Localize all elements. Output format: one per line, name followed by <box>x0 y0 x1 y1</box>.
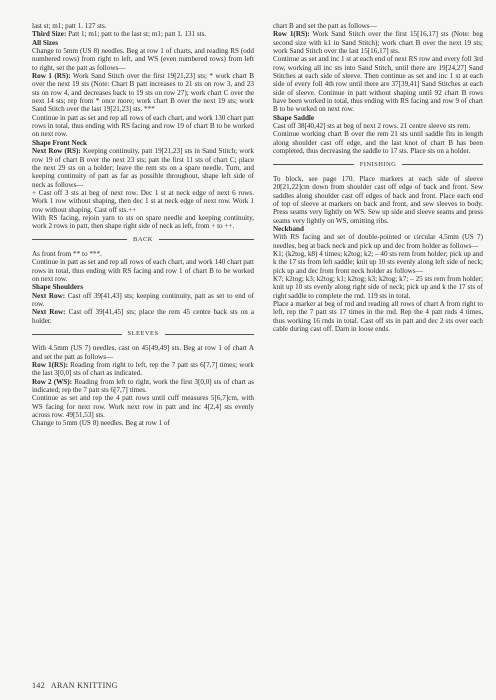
paragraph <box>32 147 254 189</box>
row-text: Work Sand Stitch over the first 19[21,23] sts; * work chart B over the next 19 sts (Note: Chart B patt increases to 21 sts on row 3, and 23 sts on row 4, and decreases back to 19 sts on row 27); work chart C over the next 14 sts; rep from * once more; work chart B over the next 19 sts; work Sand Stitch over the last 19[21,23] sts. *** <box>32 72 254 114</box>
paragraph: Continue working chart B over the rem 21 sts until saddle fits in length along shoulder cast off edge, and the last knot of chart B has been completed, thus decreasing the saddle to 17 sts. Place sts on a holder. <box>273 130 483 156</box>
row-label: Next Row: <box>32 291 66 300</box>
paragraph: With RS facing, rejoin yarn to sts on spare needle and keeping continuity, work 2 rows in patt, then shape right side of neck as left, from + to ++. <box>32 213 254 231</box>
divider <box>159 239 254 240</box>
subheading-all-sizes: All Sizes <box>32 38 58 47</box>
paragraph: Continue in patt as set and rep all rows of each chart, and work 130 chart patt rows in total, thus ending with RS facing and row 19 of chart B to be worked on next row. <box>32 113 254 139</box>
row-label: Row 2 (WS): <box>32 377 73 386</box>
size-label: Third Size: <box>32 30 67 39</box>
right-column <box>273 22 483 333</box>
divider <box>273 164 354 165</box>
paragraph: To block, see page 170. Place markers at each side of sleeve 20[21,22]cm down from shoulder cast off edge of back and front. Sew saddles along shoulder cast off edges of back and front. Place each end of top of sleeve at markers on back and front, and sew sleeves to body. Press seams very lightly on WS. Sew up side and sleeve seams and press seams very lightly on WS, omitting ribs. <box>273 174 483 225</box>
paragraph: Continue as set and inc 1 st at each end of next RS row and every foll 3rd row, working all inc sts into Sand Stitch, until there are 19[24,27] Sand Stitches at each side of sleeve. Then continue as set and inc 1 st at each side of every foll 4th row until there are 37[39,41] Sand Stitches at each side of sleeve. Continue in patt without shaping until 92 chart B rows have been worked in total, thus ending with RS facing and row 9 of chart B to be worked on next row. <box>273 55 484 114</box>
row-text: Cast off 39[41,43] sts; keeping continuity, patt as set to end of row. <box>32 291 254 308</box>
paragraph: + Cast off 3 sts at beg of next row. Dec 1 st at neck edge of next 6 rows. Work 1 row without shaping, then dec 1 st at neck edge of next row. Work 1 row without shaping. Cast off sts.++ <box>32 188 254 214</box>
row-label: Row 1 (RS): <box>32 72 71 81</box>
section-heading-sleeves <box>32 330 254 338</box>
divider <box>32 239 127 240</box>
row-label: Row 1(RS): <box>32 361 68 370</box>
section-title: SLEEVES <box>127 330 159 338</box>
section-heading-finishing <box>273 161 483 169</box>
paragraph: Cast off 38[40,42] sts at beg of next 2 rows. 21 centre sleeve sts rem. <box>273 122 471 131</box>
paragraph: last st; m1; patt 1. 127 sts. <box>32 22 107 30</box>
row-text: Keeping continuity, patt 19[21,23] sts in Sand Stitch; work row 19 of chart B over the next 23 sts; patt the first 11 sts of chart C; place the next 29 sts on a holder; leave the rem sts on a spare needle. Turn, and keeping continuity of patt as far as possible throughout, shape left side of neck as follows— <box>32 147 254 189</box>
paragraph: K1; (k2tog, k8) 4 times; k2tog; k2; – 40 sts rem from holder; pick up and k the 17 sts from left saddle; knit up 10 sts evenly along left side of neck; pick up and dec from front neck holder as follows— <box>273 249 483 275</box>
running-title: ARAN KNITTING <box>50 681 118 690</box>
divider <box>32 334 122 335</box>
section-title: FINISHING <box>359 160 397 168</box>
paragraph: Continue in patt as set and rep all rows of each chart, and work 140 chart patt rows in total, thus ending with RS facing and row 1 of chart B to be worked on next row. <box>32 258 254 283</box>
paragraph: With 4.5mm (US 7) needles, cast on 45[49,49] sts. Beg at row 1 of chart A and set the patt as follows— <box>32 344 254 361</box>
section-heading-back <box>32 236 254 244</box>
row-label: Next Row (RS): <box>32 147 81 156</box>
subheading-shape-front-neck: Shape Front Neck <box>32 138 88 147</box>
paragraph: With RS facing and set of double-pointed or circular 4.5mm (US 7) needles, beg at back neck and pick up and dec from holder as follows— <box>273 233 483 250</box>
subheading-shape-saddle: Shape Saddle <box>273 113 315 122</box>
paragraph: Change to 5mm (US 8) needles. Beg at row 1 of <box>32 419 170 428</box>
section-title: BACK <box>133 235 153 243</box>
left-column <box>32 22 254 428</box>
paragraph <box>32 378 254 395</box>
paragraph: Continue as set and rep the 4 patt rows until cuff measures 5[6,7]cm, with WS facing for next row. Work next row in patt and inc 4[2,4] sts evenly across row. 49[51,53] sts. <box>32 394 254 420</box>
divider <box>402 164 483 165</box>
divider <box>165 334 255 335</box>
paragraph <box>32 308 254 325</box>
row-text: Reading from left to right, work the first 3[0,0] sts of chart as indicated; rep the 7 patt sts 6[7,7] times. <box>32 377 254 395</box>
paragraph: K7; k2tog; k3; k2tog; k1; k2tog; k3; k2tog; k7; – 25 sts rem from holder; knit up 10 sts evenly along right side of neck; pick up and k the 17 sts of right saddle to complete the rnd. 119 sts in total. <box>273 274 483 300</box>
row-label: Row 1(RS): <box>273 30 310 39</box>
row-text: Reading from right to left, rep the 7 patt sts 6[7,7] times; work the last 3[0,0] sts of chart as indicated. <box>32 361 254 378</box>
page-number: 142 <box>32 681 45 690</box>
paragraph: Place a marker at beg of rnd and reading all rows of chart A from right to left, rep the 7 patt sts 17 times in the rnd. Rep the 4 patt rnds 4 times, thus working 16 rnds in total. Cast off sts in patt and dec 2 sts over each cable during cast off. Darn in loose ends. <box>273 300 483 334</box>
row-text: Cast off 39[41,45] sts; place the rem 45 centre back sts on a holder. <box>32 308 254 325</box>
page-footer <box>32 681 118 690</box>
row-label: Next Row: <box>32 308 66 317</box>
paragraph: Change to 5mm (US 8) needles. Beg at row 1 of charts, and reading RS (odd numbered rows) from right to left, and WS (even numbered rows) from left to right, set the patt as follows— <box>32 47 254 72</box>
paragraph <box>32 292 254 309</box>
subheading-shape-shoulders: Shape Shoulders <box>32 283 83 292</box>
paragraph: chart B and set the patt as follows— <box>273 22 377 30</box>
paragraph <box>32 30 254 38</box>
paragraph <box>32 361 254 378</box>
paragraph <box>273 30 483 55</box>
paragraph: As front from ** to ***. <box>32 249 102 258</box>
subheading-neckband: Neckband <box>273 224 304 233</box>
size-text: Patt 1; m1; patt to the last st; m1; patt 1. 131 sts. <box>66 30 207 39</box>
paragraph <box>32 72 254 114</box>
row-text: Work Sand Stitch over the first 15[16,17] sts (Note: beg second size with k1 in Sand Stitch); work chart B over the next 19 sts; work Sand Stitch over the last 15[16,17] sts. <box>273 30 483 56</box>
